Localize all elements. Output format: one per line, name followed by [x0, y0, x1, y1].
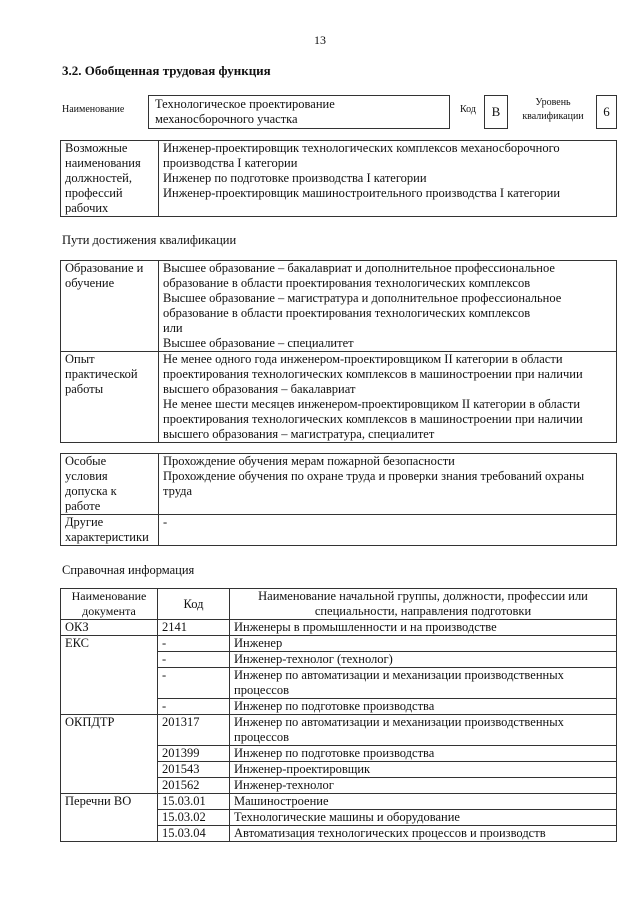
- ref-code: 201562: [158, 778, 230, 794]
- ref-name: Инженер: [230, 636, 617, 652]
- ref-header-code: Код: [158, 589, 230, 620]
- code-value: B: [484, 95, 508, 129]
- positions-value: Инженер-проектировщик технологических комплексов механосборочного производства I категории Инженер по подготовке производства I категории Инженер-проектировщик машиностроительного производства I категории: [159, 141, 617, 217]
- conditions-label: Особые условия допуска к работе: [61, 454, 159, 515]
- ref-document: ОКЗ: [61, 620, 158, 636]
- ref-code: 201543: [158, 762, 230, 778]
- table-row: [61, 794, 617, 810]
- name-label: Наименование: [62, 104, 125, 115]
- conditions-table: [60, 453, 617, 546]
- positions-table: [60, 140, 617, 217]
- ref-name: Инженеры в промышленности и на производстве: [230, 620, 617, 636]
- ref-name: Машиностроение: [230, 794, 617, 810]
- section-title: 3.2. Обобщенная трудовая функция: [62, 63, 271, 78]
- ref-code: 201317: [158, 715, 230, 746]
- ref-name: Инженер-технолог: [230, 778, 617, 794]
- reference-heading: Справочная информация: [62, 563, 195, 577]
- ref-code: 15.03.04: [158, 826, 230, 842]
- conditions-value: Прохождение обучения мерам пожарной безопасности Прохождение обучения по охране труда и проверки знания требований охраны труда: [159, 454, 617, 515]
- paths-heading: Пути достижения квалификации: [62, 233, 237, 247]
- ref-name: Инженер по автоматизации и механизации производственных процессов: [230, 668, 617, 699]
- ref-code: -: [158, 699, 230, 715]
- education-value: Высшее образование – бакалавриат и дополнительное профессиональное образование в области проектирования технологических комплексов Высшее образование – магистратура и дополнительное профессиональное образование в области проектирования технологических комплексов или Высшее образование – специалитет: [159, 261, 617, 352]
- ref-code: 15.03.02: [158, 810, 230, 826]
- ref-name: Инженер-технолог (технолог): [230, 652, 617, 668]
- education-label: Образование и обучение: [61, 261, 159, 352]
- level-value: 6: [596, 95, 617, 129]
- ref-document: ЕКС: [61, 636, 158, 715]
- experience-value: Не менее одного года инженером-проектировщиком II категории в области проектирования технологических комплексов в машиностроении при наличии высшего образования – бакалавриат Не менее шести месяцев инженером-проектировщиком II категории в области проектирования технологических комплексов в машиностроении при наличии высшего образования – магистратура, специалитет: [159, 352, 617, 443]
- ref-name: Автоматизация технологических процессов и производств: [230, 826, 617, 842]
- ref-code: -: [158, 636, 230, 652]
- page-number: 13: [314, 33, 326, 47]
- ref-header-document: Наименование документа: [61, 589, 158, 620]
- ref-document: Перечни ВО: [61, 794, 158, 842]
- ref-code: 201399: [158, 746, 230, 762]
- qualification-paths-table: [60, 260, 617, 443]
- ref-name: Инженер по подготовке производства: [230, 699, 617, 715]
- positions-label: Возможные наименования должностей, профессий рабочих: [61, 141, 159, 217]
- ref-code: -: [158, 652, 230, 668]
- reference-table: [60, 588, 617, 842]
- other-value: -: [159, 515, 617, 546]
- other-label: Другие характеристики: [61, 515, 159, 546]
- ref-name: Инженер-проектировщик: [230, 762, 617, 778]
- ref-name: Инженер по подготовке производства: [230, 746, 617, 762]
- table-row: [61, 620, 617, 636]
- ref-code: -: [158, 668, 230, 699]
- ref-name: Технологические машины и оборудование: [230, 810, 617, 826]
- name-value: Технологическое проектирование механосборочного участка: [148, 95, 450, 129]
- level-label: Уровень квалификации: [522, 97, 584, 122]
- ref-name: Инженер по автоматизации и механизации производственных процессов: [230, 715, 617, 746]
- code-label: Код: [460, 104, 476, 115]
- experience-label: Опыт практической работы: [61, 352, 159, 443]
- ref-header-name: Наименование начальной группы, должности, профессии или специальности, направления подготовки: [230, 589, 617, 620]
- ref-code: 2141: [158, 620, 230, 636]
- ref-code: 15.03.01: [158, 794, 230, 810]
- table-row: [61, 636, 617, 652]
- ref-document: ОКПДТР: [61, 715, 158, 794]
- table-row: [61, 715, 617, 746]
